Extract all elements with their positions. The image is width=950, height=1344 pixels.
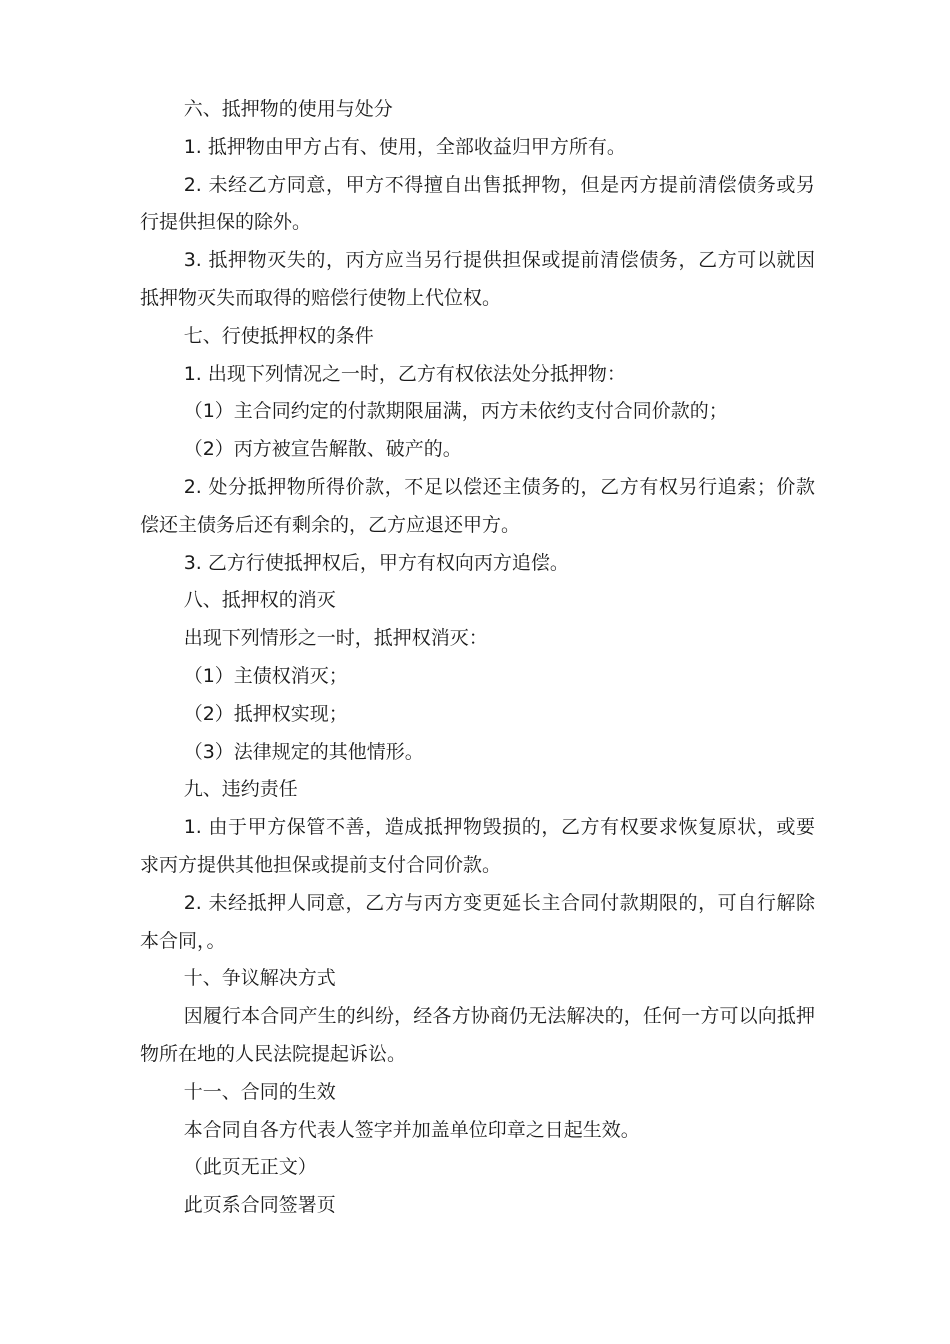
signature-page-note: 此页系合同签署页: [183, 1194, 336, 1217]
paragraph: 1. 出现下列情况之一时，乙方有权依法处分抵押物：: [183, 362, 626, 385]
document-body: [140, 91, 815, 1225]
paragraph: 出现下列情形之一时，抵押权消灭：: [183, 627, 488, 650]
paragraph: 1. 由于甲方保管不善，造成抵押物毁损的，乙方有权要求恢复原状，或要求丙方提供其他担保或提前支付合同价款。: [140, 816, 815, 876]
section-heading-8: 八、抵押权的消灭: [183, 589, 336, 612]
list-item: （2）丙方被宣告解散、破产的。: [183, 438, 462, 461]
no-text-note: （此页无正文）: [183, 1156, 317, 1179]
list-item: （1）主债权消灭；: [183, 664, 348, 687]
section-heading-7: 七、行使抵押权的条件: [183, 324, 374, 347]
section-heading-9: 九、违约责任: [183, 778, 298, 801]
section-heading-11: 十一、合同的生效: [183, 1080, 336, 1103]
list-item: （2）抵押权实现；: [183, 702, 348, 725]
paragraph: 因履行本合同产生的纠纷，经各方协商仍无法解决的，任何一方可以向抵押物所在地的人民法院提起诉讼。: [140, 1005, 815, 1065]
paragraph: 3. 乙方行使抵押权后，甲方有权向丙方追偿。: [183, 551, 569, 574]
section-heading-6: 六、抵押物的使用与处分: [183, 98, 393, 120]
section-heading-10: 十、争议解决方式: [183, 967, 336, 990]
paragraph: 2. 处分抵押物所得价款，不足以偿还主债务的，乙方有权另行追索；价款偿还主债务后还有剩余的，乙方应退还甲方。: [140, 475, 815, 536]
list-item: （1）主合同约定的付款期限届满，丙方未依约支付合同价款的；: [183, 400, 728, 423]
paragraph: 2. 未经乙方同意，甲方不得擅自出售抵押物，但是丙方提前清偿债务或另行提供担保的除外。: [140, 173, 815, 234]
paragraph: 2. 未经抵押人同意，乙方与丙方变更延长主合同付款期限的，可自行解除本合同，。: [140, 891, 815, 952]
paragraph: 3. 抵押物灭失的，丙方应当另行提供担保或提前清偿债务，乙方可以就因抵押物灭失而取得的赔偿行使物上代位权。: [140, 249, 815, 309]
paragraph: 本合同自各方代表人签字并加盖单位印章之日起生效。: [183, 1118, 640, 1141]
paragraph: 1. 抵押物由甲方占有、使用，全部收益归甲方所有。: [183, 135, 626, 158]
list-item: （3）法律规定的其他情形。: [183, 740, 424, 763]
